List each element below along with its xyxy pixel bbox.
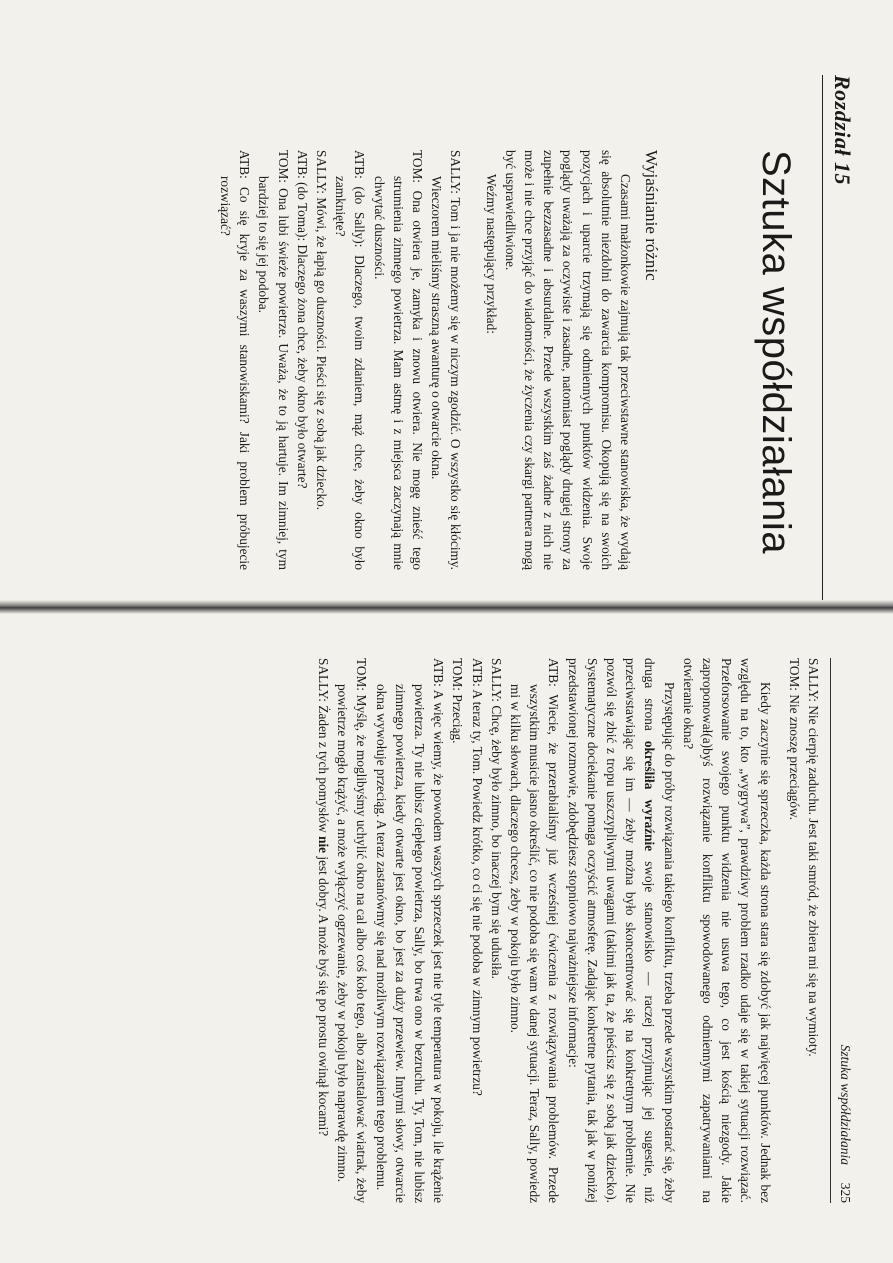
dialogue-line [293,150,312,570]
text-run: Przystępując do próby rozwiązania takiego konfliktu, trzeba przede wszystkim postarać się, żeby druga strona [642,658,677,1203]
dialogue-line [312,150,331,570]
dialogue-line [369,150,427,570]
chapter-label: Rozdział 15 [830,75,855,186]
emphasis: nie [315,836,331,854]
speaker: SALLY: [448,150,464,194]
speaker: ATB: [469,658,485,687]
utterance: Nie znoszę przeciągów. [786,694,802,821]
dialogue-line [506,658,564,1203]
right-paragraph-2 [563,658,678,1203]
utterance: A więc wiemy, że powodem waszych sprzeczek jest nie tyle temperatura w pokoju, ile krążenie powietrza. Ty nie lubisz ciepłego powietrza, Sally, bo trwa ono w bezruchu. Ty, Tom, nie lubisz zimnego powietrza, kiedy otwarte jest okno, bo jest za duży przewiew. Innymi słowy, otwarcie okna wywołuje przeciąg. A teraz zastanówmy się nad możliwym rozwiązaniem tego problemu. [373,684,447,1203]
speaker: TOM: [409,150,425,184]
text-run: swoje stanowisko — raczej przyjmując jej sugestie, niż przeciwstawiając się im — żeby można było skoncentrować się na konkretnym problemie. Nie pozwól się zbić z tropu uszczypliwymi uwagami (takimi jak ta, że pieścisz się z sobą jak dziecko). Systematyczne dociekanie pomaga oczyścić atmosferę. Zadając konkretne pytania, tak jak w poniżej przedstawionej rozmowie, zdobędziesz stopniowo najważniejsze informacje: [565,658,658,1203]
spacer [775,658,785,1203]
utterance: Ona otwiera je, zamyka i znowu otwiera. Nie mogę znieść tego strumienia zimnego powietrza. Mam astmę i z miejsca zaczynają mnie chwytać duszności. [371,176,425,570]
speaker: TOM: [786,658,802,692]
speaker: SALLY: [806,658,821,702]
running-title: Sztuka współdziałania [838,1044,853,1165]
left-body-text [216,150,635,570]
speaker: SALLY: [313,150,329,194]
dialogue-line [427,150,465,570]
utterance: (do Toma): Dlaczego żona chce, żeby okno było otwarte? [294,182,310,489]
utterance: A teraz ty, Tom. Powiedz krótko, co ci się nie podoba w zimnym powietrzu? [469,689,485,1096]
utterance: Chcę, żeby było zimno, bo inaczej bym się udusiła. [488,705,504,979]
left-page [0,0,893,600]
utterance: Przeciąg. [450,694,466,744]
speaker: ATB: [352,150,368,179]
utterance: Co się kryje za waszymi stanowiskami? Jaki problem próbujecie rozwiązać? [217,176,253,570]
text-run: Żaden z tych pomysłów [315,705,331,833]
speaker: TOM: [275,150,291,184]
speaker: SALLY: [488,658,504,702]
dialogue-line [804,658,823,1203]
utterance: Mówi, że łapią go duszności. Pieści się z sobą jak dziecko. [313,197,329,511]
utterance: (do Sally): Dlaczego, twoim zdaniem, mąż chce, żeby okno było zamknięte? [333,176,368,570]
chapter-title: Sztuka współdziałania [754,150,798,555]
right-page [0,614,893,1263]
speaker: ATB: [546,658,562,687]
dialogue-line [314,658,333,1203]
speaker: TOM: [354,658,370,692]
speaker: ATB: [237,150,253,179]
dialogue-line [467,658,486,1203]
dialogue-line [333,658,371,1203]
dialogue-line [448,658,467,1203]
left-dialogue [216,150,466,570]
emphasis: określiła wyraźnie [642,740,658,852]
right-paragraph-1: Kiedy zaczynie się sprzeczka, każda strona stara się zdobyć jak najwięcej punktów. Jednak bez względu na to, kto „wygrywa”, prawdziwy problem rzadko udaje się w takiej sytuacji rozwiązać. Przeforsowanie swojego punktu widzenia nie usuwa tego, co jest kością niezgody. Jakie zaproponował(a)byś rozwiązanie konfliktu spowodowanego odmiennymi zapatrywaniami na otwieranie okna? [680,658,773,1203]
right-body-text [314,658,823,1203]
dialogue-line [785,658,804,1203]
utterance: Myślę, że moglibyśmy uchylić okno na cal albo coś koło tego, albo zainstalować wiatrak, żeby powietrze mogło krążyć, a może wyłączyć ogrzewanie, żeby w pokoju było naprawdę zimno. [335,684,370,1204]
book-spine-shadow [0,600,893,614]
utterance: Tom i ja nie możemy się w niczym zgodzić. O wszystko się kłócimy. Wieczorem mieliśmy straszną awanturę o otwarcie okna. [429,176,464,571]
utterance: Wiecie, że przerabialiśmy już wcześniej ćwiczenia z rozwiązywania problemów. Przede wszystkim musicie jasno określić, co nie podoba się wam w danej sytuacji. Teraz, Sally, powiedz mi w kilku słowach, dlaczego chcesz, żeby w pokoju było zimno. [507,684,562,1203]
utterance: Ona lubi świeże powietrze. Uważa, że to ją hartuje. Im zimniej, tym bardziej to się jej podoba. [256,176,291,570]
left-paragraph-1: Czasami małżonkowie zajmują tak przeciwstawne stanowiska, że wydają się absolutnie niezdolni do zawarcia kompromisu. Okopują się na swoich pozycjach i uparcie trzymają się odmiennych punktów widzenia. Swoje poglądy uważają za oczywiste i zasadne, natomiast poglądy drugiej strony za zupełnie bezzasadne i absurdalne. Przede wszystkim zaś żadne z nich nie może i nie chce przyjąć do wiadomości, że życzenia czy skargi partnera mogą być usprawiedliwione. [502,150,633,570]
running-header [830,658,853,1203]
dialogue-line [487,658,506,1203]
section-heading: Wyjaśnianie różnic [642,150,661,281]
dialogue-line [371,658,448,1203]
speaker: ATB: [431,658,447,687]
text-run: jest dobry. A może byś się po prostu owinął kocami? [315,856,331,1137]
speaker: ATB: [294,150,310,179]
dialogue-line [331,150,369,570]
chapter-rule [822,75,823,600]
speaker: SALLY: [315,658,331,702]
utterance: Nie cierpię zaduchu. Jest taki smród, że zbiera mi się na wymioty. [806,705,821,1057]
speaker: TOM: [450,658,466,692]
dialogue-line [254,150,292,570]
dialogue-line [216,150,254,570]
left-paragraph-2: Weźmy następujący przykład: [483,174,499,334]
page-number: 325 [838,1182,853,1203]
